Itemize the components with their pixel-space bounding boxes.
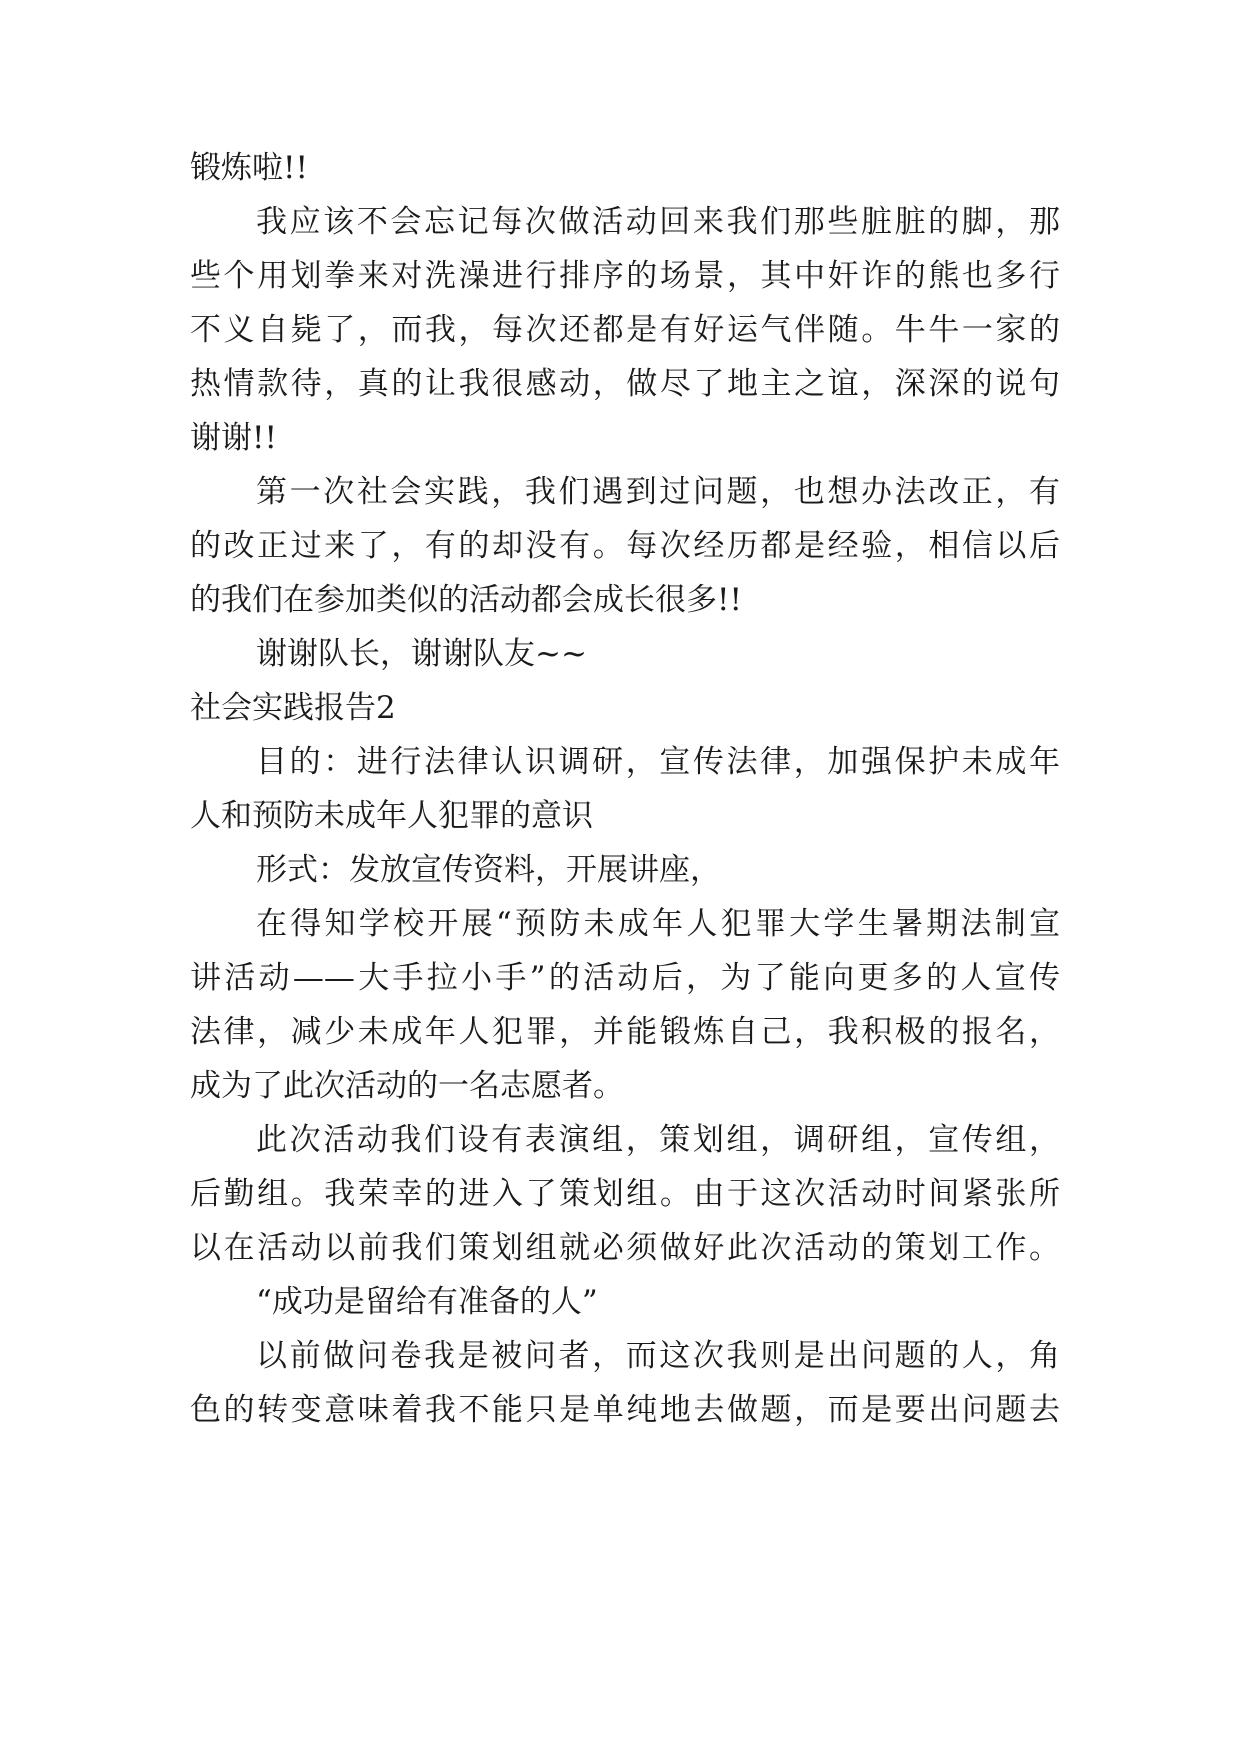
text-line: 法律，减少未成年人犯罪，并能锻炼自己，我积极的报名， <box>190 1014 1060 1050</box>
paragraph-start: 我应该不会忘记每次做活动回来我们那些脏脏的脚，那 <box>256 204 1060 240</box>
text-line: 后勤组。我荣幸的进入了策划组。由于这次活动时间紧张所 <box>190 1176 1060 1212</box>
paragraph-start: 以前做问卷我是被问者，而这次我则是出问题的人，角 <box>256 1338 1060 1374</box>
paragraph-start: 目的：进行法律认识调研，宣传法律，加强保护未成年 <box>256 744 1060 780</box>
text-line: 成为了此次活动的一名志愿者。 <box>190 1068 624 1104</box>
text-line: 不义自毙了，而我，每次还都是有好运气伴随。牛牛一家的 <box>190 312 1060 348</box>
paragraph-start: 形式：发放宣传资料，开展讲座， <box>256 852 721 888</box>
text-line: 的我们在参加类似的活动都会成长很多!! <box>190 582 742 618</box>
paragraph-start: 第一次社会实践，我们遇到过问题，也想办法改正，有 <box>256 474 1060 510</box>
text-line: 讲活动——大手拉小手”的活动后，为了能向更多的人宣传 <box>190 960 1060 996</box>
section-heading: 社会实践报告2 <box>190 690 396 726</box>
paragraph-start: 在得知学校开展“预防未成年人犯罪大学生暑期法制宣 <box>256 906 1060 942</box>
text-line: 些个用划拳来对洗澡进行排序的场景，其中奸诈的熊也多行 <box>190 258 1060 294</box>
text-line: 以在活动以前我们策划组就必须做好此次活动的策划工作。 <box>190 1230 1060 1266</box>
paragraph-start: 谢谢队长，谢谢队友~~ <box>256 636 587 672</box>
text-line: 锻炼啦!! <box>190 150 308 186</box>
text-line: 色的转变意味着我不能只是单纯地去做题，而是要出问题去 <box>190 1392 1060 1428</box>
paragraph-start: “成功是留给有准备的人” <box>256 1284 598 1320</box>
text-line: 的改正过来了，有的却没有。每次经历都是经验，相信以后 <box>190 528 1060 564</box>
paragraph-start: 此次活动我们设有表演组，策划组，调研组，宣传组， <box>256 1122 1060 1158</box>
text-line: 热情款待，真的让我很感动，做尽了地主之谊，深深的说句 <box>190 366 1060 402</box>
text-line: 谢谢!! <box>190 420 277 456</box>
text-line: 人和预防未成年人犯罪的意识 <box>190 798 593 834</box>
